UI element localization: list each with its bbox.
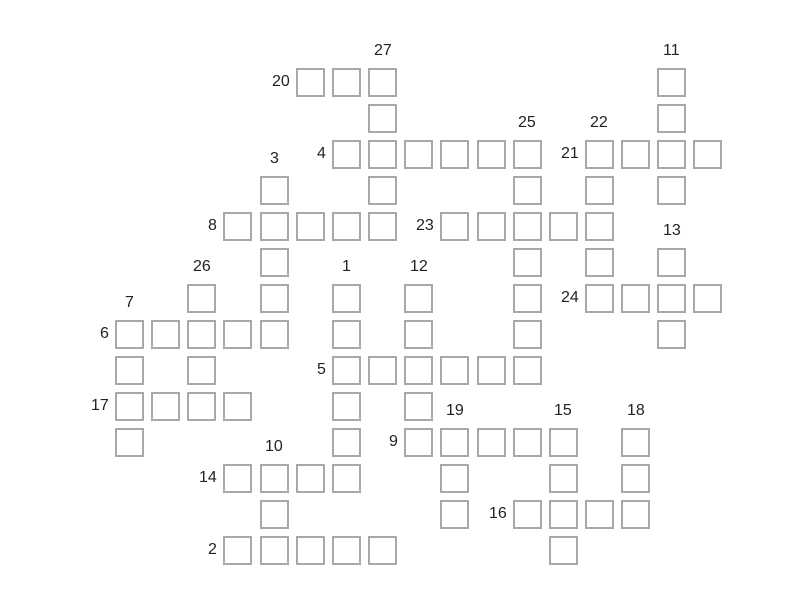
- crossword-cell[interactable]: [549, 464, 578, 493]
- crossword-cell[interactable]: [187, 356, 216, 385]
- crossword-cell[interactable]: [440, 356, 469, 385]
- crossword-cell[interactable]: [296, 68, 325, 97]
- crossword-cell[interactable]: [657, 104, 686, 133]
- crossword-cell[interactable]: [296, 536, 325, 565]
- crossword-cell[interactable]: [513, 140, 542, 169]
- crossword-cell[interactable]: [440, 500, 469, 529]
- clue-number: 22: [590, 114, 608, 131]
- clue-number: 2: [208, 541, 217, 558]
- crossword-cell[interactable]: [513, 356, 542, 385]
- crossword-cell[interactable]: [332, 68, 361, 97]
- crossword-cell[interactable]: [332, 320, 361, 349]
- clue-number: 11: [663, 42, 680, 59]
- clue-number: 12: [410, 258, 428, 275]
- crossword-cell[interactable]: [368, 536, 397, 565]
- crossword-cell[interactable]: [621, 428, 650, 457]
- clue-number: 15: [554, 402, 572, 419]
- clue-number: 20: [272, 73, 290, 90]
- crossword-cell[interactable]: [657, 320, 686, 349]
- crossword-cell[interactable]: [477, 140, 506, 169]
- clue-number: 16: [489, 505, 507, 522]
- crossword-cell[interactable]: [513, 212, 542, 241]
- clue-number: 5: [317, 361, 326, 378]
- crossword-cell[interactable]: [585, 500, 614, 529]
- crossword-cell[interactable]: [260, 176, 289, 205]
- crossword-cell[interactable]: [332, 284, 361, 313]
- clue-number: 21: [561, 145, 579, 162]
- crossword-cell[interactable]: [223, 212, 252, 241]
- crossword-cell[interactable]: [513, 320, 542, 349]
- clue-number: 7: [125, 294, 134, 311]
- crossword-cell[interactable]: [187, 320, 216, 349]
- crossword-cell[interactable]: [151, 320, 180, 349]
- crossword-cell[interactable]: [693, 284, 722, 313]
- crossword-cell[interactable]: [332, 536, 361, 565]
- clue-number: 19: [446, 402, 464, 419]
- crossword-cell[interactable]: [549, 212, 578, 241]
- clue-number: 1: [342, 258, 351, 275]
- crossword-cell[interactable]: [332, 140, 361, 169]
- crossword-cell[interactable]: [368, 356, 397, 385]
- crossword-cell[interactable]: [332, 428, 361, 457]
- crossword-cell[interactable]: [513, 248, 542, 277]
- clue-number: 26: [193, 258, 211, 275]
- crossword-cell[interactable]: [332, 212, 361, 241]
- clue-number: 25: [518, 114, 536, 131]
- crossword-cell[interactable]: [657, 176, 686, 205]
- crossword-cell[interactable]: [513, 176, 542, 205]
- crossword-cell[interactable]: [477, 212, 506, 241]
- crossword-cell[interactable]: [693, 140, 722, 169]
- clue-number: 8: [208, 217, 217, 234]
- crossword-cell[interactable]: [585, 284, 614, 313]
- crossword-cell[interactable]: [115, 320, 144, 349]
- crossword-cell[interactable]: [477, 356, 506, 385]
- crossword-cell[interactable]: [513, 500, 542, 529]
- crossword-cell[interactable]: [621, 284, 650, 313]
- crossword-cell[interactable]: [657, 248, 686, 277]
- crossword-cell[interactable]: [115, 428, 144, 457]
- crossword-cell[interactable]: [513, 428, 542, 457]
- clue-number: 13: [663, 222, 681, 239]
- crossword-cell[interactable]: [332, 356, 361, 385]
- crossword-cell[interactable]: [404, 392, 433, 421]
- crossword-cell[interactable]: [657, 284, 686, 313]
- crossword-cell[interactable]: [115, 392, 144, 421]
- crossword-cell[interactable]: [368, 176, 397, 205]
- crossword-cell[interactable]: [151, 392, 180, 421]
- clue-number: 10: [265, 438, 283, 455]
- crossword-cell[interactable]: [404, 140, 433, 169]
- clue-number: 9: [389, 433, 398, 450]
- crossword-cell[interactable]: [223, 392, 252, 421]
- crossword-cell[interactable]: [657, 140, 686, 169]
- clue-number: 6: [100, 325, 109, 342]
- crossword-cell[interactable]: [187, 284, 216, 313]
- crossword-cell[interactable]: [585, 176, 614, 205]
- clue-number: 3: [270, 150, 279, 167]
- crossword-cell[interactable]: [404, 356, 433, 385]
- crossword-cell[interactable]: [404, 428, 433, 457]
- crossword-cell[interactable]: [549, 500, 578, 529]
- crossword-cell[interactable]: [585, 140, 614, 169]
- clue-number: 18: [627, 402, 645, 419]
- clue-number: 14: [199, 469, 217, 486]
- crossword-cell[interactable]: [585, 212, 614, 241]
- crossword-cell[interactable]: [260, 212, 289, 241]
- crossword-cell[interactable]: [260, 536, 289, 565]
- crossword-cell[interactable]: [621, 140, 650, 169]
- crossword-cell[interactable]: [260, 464, 289, 493]
- crossword-cell[interactable]: [187, 392, 216, 421]
- crossword-cell[interactable]: [296, 464, 325, 493]
- crossword-cell[interactable]: [332, 392, 361, 421]
- crossword-cell[interactable]: [223, 464, 252, 493]
- crossword-cell[interactable]: [657, 68, 686, 97]
- crossword-cell[interactable]: [332, 464, 361, 493]
- crossword-cell[interactable]: [260, 284, 289, 313]
- clue-number: 24: [561, 289, 579, 306]
- crossword-cell[interactable]: [621, 464, 650, 493]
- crossword-cell[interactable]: [223, 536, 252, 565]
- crossword-cell[interactable]: [477, 428, 506, 457]
- crossword-cell[interactable]: [260, 248, 289, 277]
- crossword-cell[interactable]: [368, 140, 397, 169]
- crossword-cell[interactable]: [368, 104, 397, 133]
- clue-number: 4: [317, 145, 326, 162]
- crossword-cell[interactable]: [440, 212, 469, 241]
- clue-number: 27: [374, 42, 392, 59]
- clue-number: 23: [416, 217, 434, 234]
- crossword-cell[interactable]: [260, 500, 289, 529]
- crossword-cell[interactable]: [621, 500, 650, 529]
- crossword-cell[interactable]: [549, 536, 578, 565]
- crossword-cell[interactable]: [404, 320, 433, 349]
- crossword-cell[interactable]: [223, 320, 252, 349]
- crossword-cell[interactable]: [585, 248, 614, 277]
- crossword-cell[interactable]: [296, 212, 325, 241]
- crossword-cell[interactable]: [404, 284, 433, 313]
- crossword-cell[interactable]: [368, 68, 397, 97]
- crossword-cell[interactable]: [115, 356, 144, 385]
- clue-number: 17: [91, 397, 109, 414]
- crossword-cell[interactable]: [260, 320, 289, 349]
- crossword-cell[interactable]: [513, 284, 542, 313]
- crossword-cell[interactable]: [440, 428, 469, 457]
- crossword-cell[interactable]: [440, 464, 469, 493]
- crossword-cell[interactable]: [368, 212, 397, 241]
- crossword-cell[interactable]: [549, 428, 578, 457]
- crossword-cell[interactable]: [440, 140, 469, 169]
